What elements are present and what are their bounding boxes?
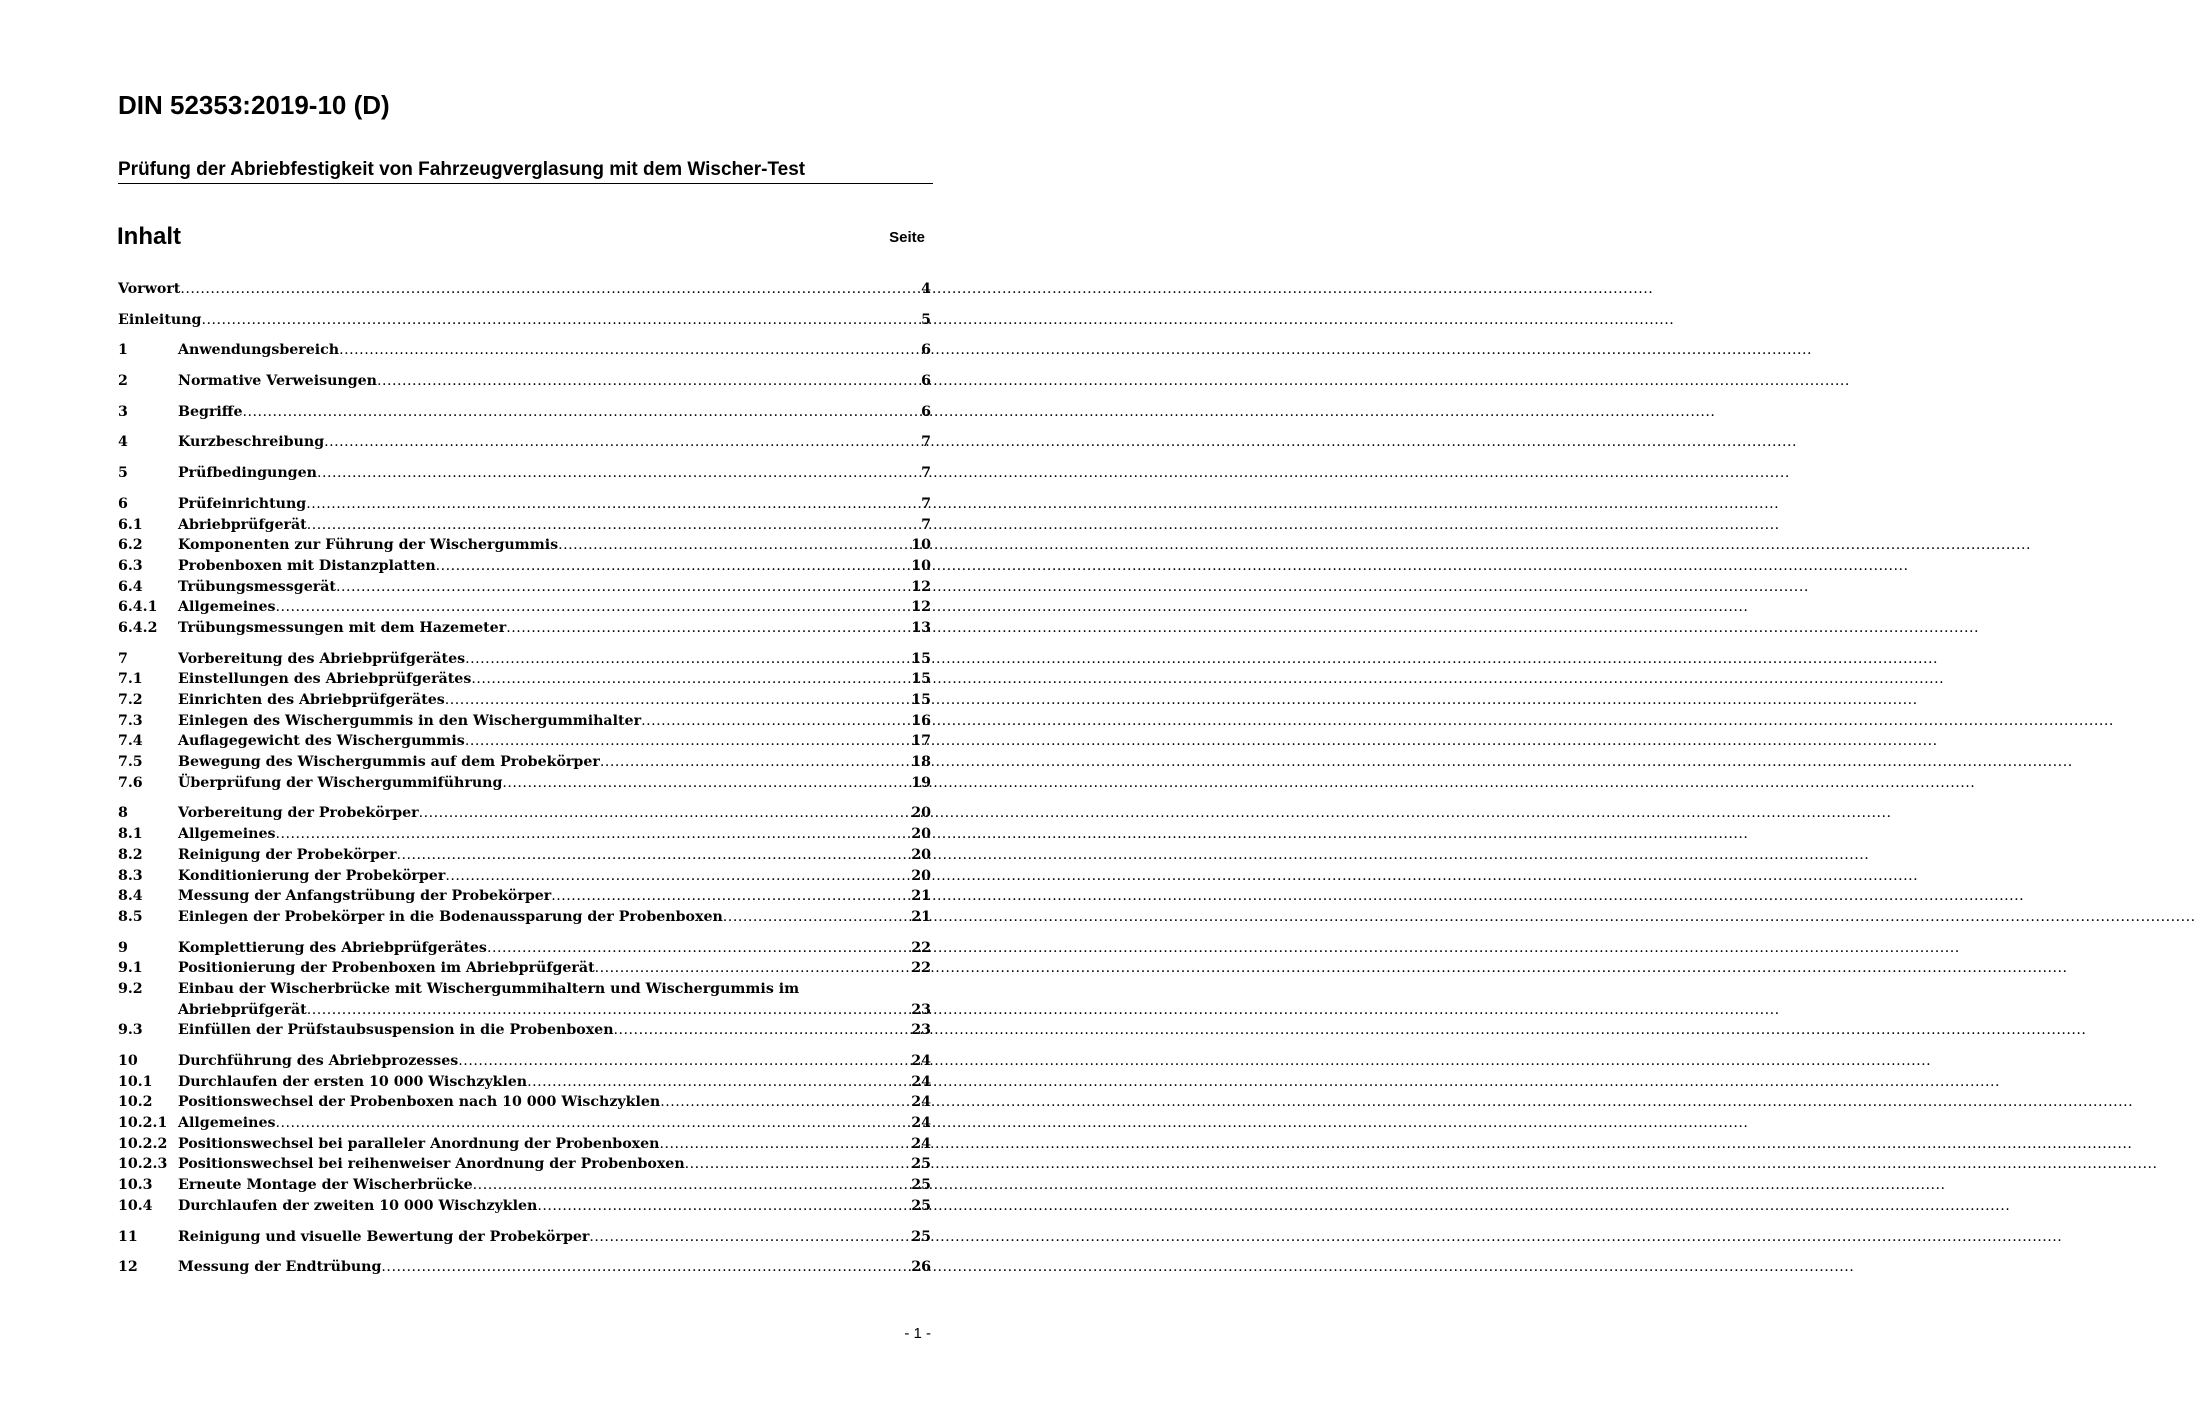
- toc-dot-leader: [614, 1020, 912, 1041]
- toc-entry-number: 6.2: [118, 537, 143, 554]
- toc-entry[interactable]: [118, 907, 931, 928]
- toc-entry-label: Probenboxen mit Distanzplatten: [178, 557, 436, 574]
- toc-dot-leader: [377, 371, 921, 392]
- toc-dot-leader: [589, 1227, 911, 1248]
- toc-dot-leader: [659, 1134, 911, 1155]
- toc-dot-leader: [339, 340, 921, 361]
- toc-entry-page: 15: [911, 671, 931, 688]
- toc-entry-number: 8.3: [118, 867, 143, 884]
- toc-entry-label: Vorwort: [118, 281, 181, 297]
- toc-entry-number: 10.4: [118, 1197, 153, 1214]
- toc-entry-page: 25: [911, 1177, 931, 1194]
- toc-dot-leader: [336, 577, 911, 598]
- toc-dot-leader: [276, 597, 912, 618]
- toc-entry-label: Konditionierung der Probekörper: [178, 867, 446, 884]
- toc-entry-number: 4: [118, 434, 128, 451]
- toc-entry[interactable]: [118, 803, 931, 824]
- toc-entry-label: Trübungsmessgerät: [178, 578, 336, 595]
- toc-entry-number: 10.3: [118, 1177, 153, 1194]
- toc-entry[interactable]: [118, 556, 931, 577]
- toc-dot-leader: [685, 1154, 912, 1175]
- toc-entry-page: 20: [911, 867, 931, 884]
- toc-entry-page: 25: [911, 1156, 931, 1173]
- toc-entry-number: 2: [118, 373, 128, 390]
- toc-entry-number: 10.2: [118, 1094, 153, 1111]
- toc-entry-page: 18: [911, 754, 931, 771]
- toc-entry-number: 6.4.2: [118, 619, 158, 636]
- toc-group-spacer: [118, 793, 931, 803]
- toc-entry-number: 7.6: [118, 774, 143, 791]
- toc-entry-page: 7: [921, 516, 931, 533]
- toc-entry-page: 12: [911, 578, 931, 595]
- toc-entry-page: 19: [911, 774, 931, 791]
- toc-entry[interactable]: [118, 279, 931, 300]
- toc-entry[interactable]: [118, 432, 931, 453]
- toc-entry[interactable]: [118, 711, 931, 732]
- toc-entry-number: 8.1: [118, 826, 143, 843]
- toc-entry-page: 21: [911, 908, 931, 925]
- toc-entry[interactable]: [118, 494, 931, 515]
- toc-entry[interactable]: [118, 979, 931, 1000]
- toc-entry[interactable]: [118, 752, 931, 773]
- page-column-label: Seite: [889, 229, 925, 246]
- toc-entry-continuation[interactable]: [118, 1000, 931, 1021]
- toc-entry-label: Prüfbedingungen: [178, 465, 317, 482]
- toc-entry-number: 6.4: [118, 578, 143, 595]
- toc-entry-number: 9: [118, 939, 128, 956]
- toc-entry-number: 12: [118, 1259, 138, 1276]
- toc-dot-leader: [660, 1092, 911, 1113]
- toc-heading: Inhalt: [117, 223, 181, 250]
- toc-dot-leader: [723, 907, 911, 928]
- toc-entry-page: 12: [911, 599, 931, 616]
- toc-dot-leader: [487, 938, 911, 959]
- toc-entry-label: Trübungsmessungen mit dem Hazemeter: [178, 619, 507, 636]
- toc-entry-label: Allgemeines: [178, 599, 276, 616]
- toc-entry[interactable]: [118, 886, 931, 907]
- toc-entry[interactable]: [118, 1154, 931, 1175]
- toc-entry-label: Auflagegewicht des Wischergummis: [178, 733, 465, 750]
- toc-entry-label: Positionswechsel bei paralleler Anordnung der Probenboxen: [178, 1135, 660, 1152]
- toc-entry[interactable]: [118, 866, 931, 887]
- toc-entry-number: 7.2: [118, 692, 143, 708]
- toc-group-spacer: [118, 928, 931, 938]
- toc-entry[interactable]: [118, 1196, 931, 1217]
- toc-entry-page: 21: [911, 888, 931, 905]
- toc-entry[interactable]: [118, 773, 931, 794]
- toc-dot-leader: [445, 866, 911, 887]
- toc-group-spacer: [118, 330, 931, 340]
- toc-entry-label: Einstellungen des Abriebprüfgerätes: [178, 671, 472, 688]
- toc-dot-leader: [473, 1175, 912, 1196]
- toc-entry-page: 7: [921, 495, 931, 512]
- toc-entry-number: 6.1: [118, 516, 143, 533]
- toc-entry-label: Abriebprüfgerät: [178, 516, 307, 533]
- toc-entry[interactable]: [118, 402, 931, 423]
- toc-entry-number: 7: [118, 650, 128, 667]
- toc-entry-label: Durchführung des Abriebprozesses: [178, 1053, 459, 1069]
- toc-dot-leader: [445, 690, 911, 711]
- toc-entry[interactable]: [118, 1257, 931, 1278]
- toc-entry[interactable]: [118, 597, 931, 618]
- toc-entry-page: 24: [911, 1053, 931, 1069]
- toc-entry-label: Einleitung: [118, 311, 202, 328]
- toc-entry-page: 24: [911, 1115, 931, 1132]
- toc-entry-label: Vorbereitung der Probekörper: [178, 805, 419, 822]
- toc-entry-label: Positionierung der Probenboxen im Abriebprüfgerät: [178, 960, 595, 977]
- toc-dot-leader: [306, 494, 921, 515]
- toc-entry-page: 4: [921, 281, 931, 297]
- toc-entry-page: 6: [921, 373, 931, 390]
- toc-entry-number: 9.2: [118, 980, 143, 997]
- toc-entry-page: 7: [921, 434, 931, 451]
- toc-entry[interactable]: [118, 1175, 931, 1196]
- toc-entry[interactable]: [118, 690, 931, 711]
- toc-dot-leader: [471, 669, 911, 690]
- toc-entry-page: 24: [911, 1094, 931, 1111]
- toc-group-spacer: [118, 453, 931, 463]
- toc-dot-leader: [465, 649, 911, 670]
- toc-dot-leader: [458, 1051, 911, 1072]
- toc-entry-page: 22: [911, 939, 931, 956]
- toc-entry-label: Einlegen des Wischergummis in den Wischergummihalter: [178, 712, 642, 729]
- toc-entry-page: 10: [911, 537, 931, 554]
- toc-entry-label: Messung der Anfangstrübung der Probekörper: [178, 888, 552, 905]
- toc-entry-page: 25: [911, 1197, 931, 1214]
- toc-entry-number: 7.4: [118, 733, 143, 750]
- toc-entry-label: Durchlaufen der ersten 10 000 Wischzyklen: [178, 1073, 528, 1090]
- toc-entry-page: 20: [911, 805, 931, 822]
- toc-entry[interactable]: [118, 669, 931, 690]
- toc-entry-number: 9.3: [118, 1022, 143, 1039]
- toc-entry-number: 3: [118, 403, 128, 420]
- toc-entry[interactable]: [118, 577, 931, 598]
- toc-dot-leader: [436, 556, 912, 577]
- toc-entry[interactable]: [118, 1113, 931, 1134]
- toc-entry-number: 10.1: [118, 1073, 153, 1090]
- toc-dot-leader: [595, 958, 912, 979]
- toc-dot-leader: [307, 1000, 912, 1021]
- toc-entry-label: Einfüllen der Prüfstaubsuspension in die Probenboxen: [178, 1022, 614, 1039]
- toc-entry-page: 16: [911, 712, 931, 729]
- toc-dot-leader: [551, 886, 911, 907]
- toc-entry[interactable]: [118, 1227, 931, 1248]
- toc-dot-leader: [201, 310, 921, 331]
- toc-entry[interactable]: [118, 824, 931, 845]
- toc-entry-number: 6.4.1: [118, 599, 158, 616]
- toc-entry-page: 5: [921, 311, 931, 328]
- toc-dot-leader: [641, 711, 911, 732]
- toc-entry-number: 7.5: [118, 754, 143, 771]
- toc-group-spacer: [118, 392, 931, 402]
- toc-entry[interactable]: [118, 649, 931, 670]
- toc-entry-label: Allgemeines: [178, 826, 276, 843]
- toc-dot-leader: [558, 535, 911, 556]
- toc-dot-leader: [600, 752, 911, 773]
- toc-entry[interactable]: [118, 845, 931, 866]
- toc-group-spacer: [118, 300, 931, 310]
- toc-dot-leader: [324, 432, 921, 453]
- page-number: - 1 -: [904, 1325, 931, 1342]
- toc-entry-number: 8.5: [118, 908, 143, 925]
- toc-group-spacer: [118, 1041, 931, 1051]
- toc-entry-label: Bewegung des Wischergummis auf dem Probekörper: [178, 754, 600, 771]
- toc-entry-page: 25: [911, 1228, 931, 1245]
- toc-group-spacer: [118, 639, 931, 649]
- toc-entry-number: 10.2.3: [118, 1156, 168, 1173]
- toc-entry-label: Normative Verweisungen: [178, 373, 377, 390]
- toc-entry-page: 17: [911, 733, 931, 750]
- toc-dot-leader: [317, 463, 921, 484]
- toc-entry-number: 11: [118, 1228, 138, 1245]
- toc-dot-leader: [419, 803, 912, 824]
- toc-entry-page: 20: [911, 826, 931, 843]
- toc-entry-label: Reinigung der Probekörper: [178, 846, 397, 863]
- toc-entry-number: 1: [118, 342, 128, 359]
- toc-entry-page: 15: [911, 650, 931, 667]
- toc-dot-leader: [506, 618, 911, 639]
- toc-entry[interactable]: [118, 1134, 931, 1155]
- toc-entry-number: 10.2.1: [118, 1115, 168, 1132]
- toc-entry-page: 23: [911, 1001, 931, 1018]
- toc-group-spacer: [118, 484, 931, 494]
- toc-entry-number: 6: [118, 495, 128, 512]
- toc-entry-number: 8.4: [118, 888, 143, 905]
- toc-entry-number: 10: [118, 1053, 138, 1069]
- toc-dot-leader: [502, 773, 911, 794]
- toc-entry-page: 20: [911, 846, 931, 863]
- toc-entry-number: 7.3: [118, 712, 143, 729]
- toc-entry-page: 13: [911, 619, 931, 636]
- toc-group-spacer: [118, 422, 931, 432]
- toc-entry-page: 15: [911, 692, 931, 708]
- toc-dot-leader: [537, 1196, 911, 1217]
- toc-entry-number: 10.2.2: [118, 1135, 168, 1152]
- toc-entry-label: Reinigung und visuelle Bewertung der Probekörper: [178, 1228, 590, 1245]
- toc-entry-number: 5: [118, 465, 128, 482]
- toc-entry-label: Kurzbeschreibung: [178, 434, 325, 451]
- toc-entry[interactable]: [118, 938, 931, 959]
- table-of-contents: [118, 279, 931, 1278]
- toc-entry-number: 9.1: [118, 960, 143, 977]
- document-id: DIN 52353:2019-10 (D): [118, 90, 390, 120]
- toc-entry[interactable]: [118, 463, 931, 484]
- toc-entry-page: 6: [921, 403, 931, 420]
- toc-group-spacer: [118, 1217, 931, 1227]
- toc-group-spacer: [118, 1247, 931, 1257]
- toc-dot-leader: [180, 279, 921, 300]
- toc-entry-page: 23: [911, 1022, 931, 1039]
- toc-group-spacer: [118, 361, 931, 371]
- toc-entry-label: Abriebprüfgerät: [178, 1001, 307, 1018]
- toc-entry[interactable]: [118, 1092, 931, 1113]
- toc-entry-page: 22: [911, 960, 931, 977]
- toc-entry-number: 6.3: [118, 557, 143, 574]
- toc-entry-label: Positionswechsel der Probenboxen nach 10 000 Wischzyklen: [178, 1094, 661, 1111]
- toc-entry-label: Erneute Montage der Wischerbrücke: [178, 1177, 473, 1194]
- toc-entry-label: Komplettierung des Abriebprüfgerätes: [178, 939, 487, 956]
- toc-entry-label: Messung der Endtrübung: [178, 1259, 382, 1276]
- toc-dot-leader: [276, 1113, 912, 1134]
- toc-entry-label: Überprüfung der Wischergummiführung: [178, 774, 503, 791]
- toc-entry[interactable]: [118, 618, 931, 639]
- toc-entry-page: 24: [911, 1135, 931, 1152]
- toc-dot-leader: [276, 824, 912, 845]
- toc-dot-leader: [381, 1257, 911, 1278]
- toc-entry-label: Einbau der Wischerbrücke mit Wischergummihaltern und Wischergummis im: [178, 980, 800, 997]
- toc-entry-label: Einrichten des Abriebprüfgerätes: [178, 692, 445, 708]
- toc-entry-number: 8.2: [118, 846, 143, 863]
- toc-entry-page: 7: [921, 465, 931, 482]
- toc-entry-label: Anwendungsbereich: [178, 342, 340, 359]
- toc-entry[interactable]: [118, 515, 931, 536]
- toc-entry-page: 10: [911, 557, 931, 574]
- toc-entry-page: 6: [921, 342, 931, 359]
- toc-entry-label: Einlegen der Probekörper in die Bodenaussparung der Probenboxen: [178, 908, 723, 925]
- toc-dot-leader: [307, 515, 921, 536]
- document-subtitle: Prüfung der Abriebfestigkeit von Fahrzeugverglasung mit dem Wischer-Test: [118, 159, 933, 184]
- toc-entry[interactable]: [118, 958, 931, 979]
- toc-entry-label: Durchlaufen der zweiten 10 000 Wischzyklen: [178, 1197, 538, 1214]
- toc-entry-label: Positionswechsel bei reihenweiser Anordnung der Probenboxen: [178, 1156, 685, 1173]
- toc-entry[interactable]: [118, 535, 931, 556]
- toc-dot-leader: [465, 731, 911, 752]
- toc-entry-label: Allgemeines: [178, 1115, 276, 1132]
- toc-entry[interactable]: [118, 371, 931, 392]
- toc-dot-leader: [396, 845, 911, 866]
- toc-entry[interactable]: [118, 310, 931, 331]
- toc-entry[interactable]: [118, 1072, 931, 1093]
- toc-dot-leader: [242, 402, 921, 423]
- toc-entry-page: 24: [911, 1073, 931, 1090]
- toc-entry[interactable]: [118, 1051, 931, 1072]
- toc-dot-leader: [527, 1072, 911, 1093]
- toc-entry-label: Begriffe: [178, 403, 243, 420]
- toc-entry-label: Prüfeinrichtung: [178, 495, 307, 512]
- toc-entry-label: Vorbereitung des Abriebprüfgerätes: [178, 650, 466, 667]
- toc-entry[interactable]: [118, 731, 931, 752]
- toc-entry-number: 7.1: [118, 671, 143, 688]
- toc-entry[interactable]: [118, 340, 931, 361]
- toc-entry-page: 26: [911, 1259, 931, 1276]
- toc-entry[interactable]: [118, 1020, 931, 1041]
- toc-entry-label: Komponenten zur Führung der Wischergummis: [178, 537, 559, 554]
- toc-entry-number: 8: [118, 805, 128, 822]
